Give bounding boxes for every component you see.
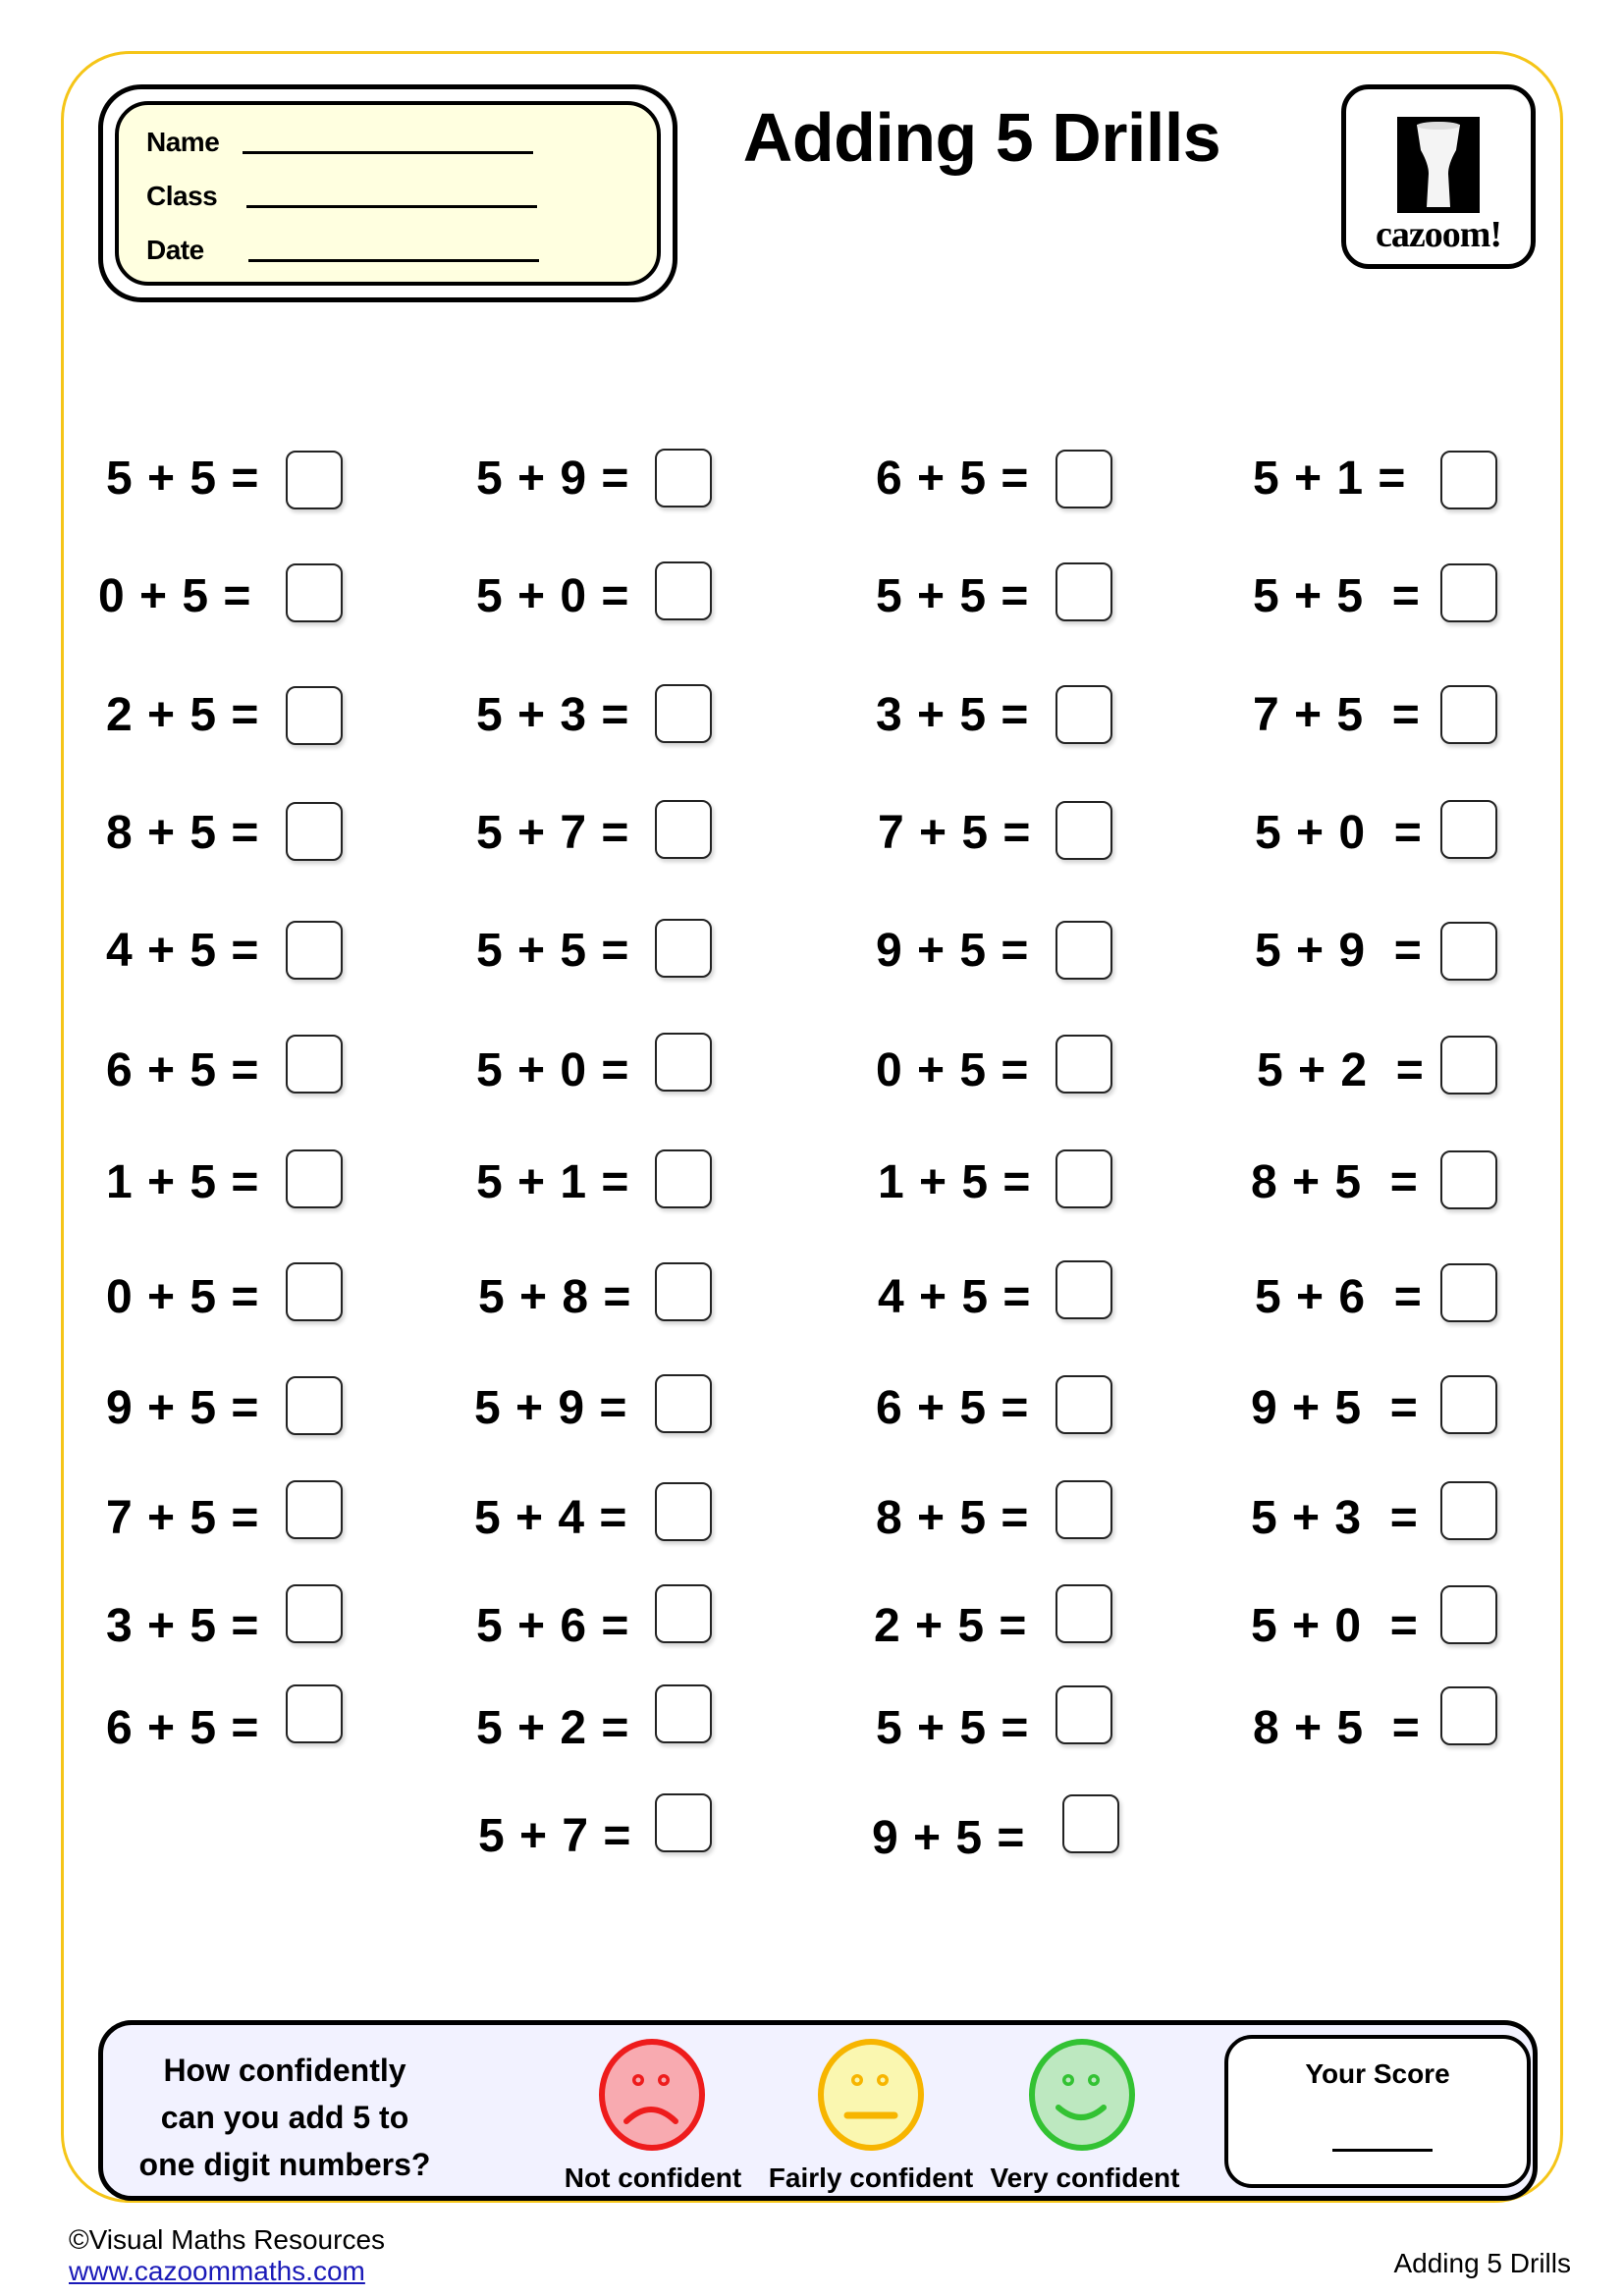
problem: 5 + 0 = [1255, 806, 1423, 859]
answer-box[interactable] [1440, 685, 1497, 744]
confidence-panel [98, 2020, 1538, 2201]
problem: 1 + 5 = [106, 1155, 260, 1208]
problem: 5 + 0 = [1251, 1599, 1419, 1652]
name-input-line[interactable] [243, 150, 533, 154]
happy-face-icon[interactable] [1029, 2039, 1135, 2151]
problem: 9 + 5 = [106, 1381, 260, 1434]
problem: 9 + 5 = [1251, 1381, 1419, 1434]
answer-box[interactable] [1440, 1585, 1497, 1644]
problem: 5 + 8 = [478, 1270, 632, 1323]
problem: 5 + 1 = [1253, 452, 1407, 505]
name-field-row [146, 127, 533, 158]
answer-box[interactable] [1440, 922, 1497, 981]
problem: 4 + 5 = [106, 924, 260, 977]
problem: 5 + 1 = [476, 1155, 630, 1208]
very-confident-label: Very confident [990, 2163, 1180, 2193]
neutral-face-icon[interactable] [818, 2039, 924, 2151]
cazoom-logo [1341, 84, 1536, 269]
answer-box[interactable] [1056, 921, 1112, 980]
answer-box[interactable] [286, 1035, 343, 1094]
problem: 2 + 5 = [106, 688, 260, 741]
confidence-question: How confidently can you add 5 to one digit numbers? [138, 2053, 431, 2182]
answer-box[interactable] [655, 1149, 712, 1208]
date-field-row [146, 235, 539, 266]
answer-box[interactable] [1440, 800, 1497, 859]
problem: 2 + 5 = [874, 1599, 1028, 1652]
answer-box[interactable] [286, 686, 343, 745]
answer-box[interactable] [1056, 1149, 1112, 1208]
problem: 5 + 5 = [876, 569, 1030, 622]
problem: 9 + 5 = [872, 1811, 1026, 1864]
answer-box[interactable] [286, 563, 343, 622]
answer-box[interactable] [1440, 563, 1497, 622]
class-input-line[interactable] [246, 204, 537, 208]
answer-box[interactable] [1056, 1685, 1112, 1744]
problem: 1 + 5 = [878, 1155, 1032, 1208]
problem: 7 + 5 = [878, 806, 1032, 859]
answer-box[interactable] [655, 684, 712, 743]
problem: 5 + 7 = [478, 1809, 632, 1862]
answer-box[interactable] [1440, 1686, 1497, 1745]
problem: 5 + 5 = [106, 452, 260, 505]
answer-box[interactable] [286, 451, 343, 509]
problem: 5 + 7 = [476, 806, 630, 859]
answer-box[interactable] [655, 1262, 712, 1321]
page-title: Adding 5 Drills [742, 99, 1221, 176]
answer-box[interactable] [286, 802, 343, 861]
problem: 6 + 5 = [876, 452, 1030, 505]
problem: 5 + 9 = [474, 1381, 628, 1434]
problem: 6 + 5 = [876, 1381, 1030, 1434]
answer-box[interactable] [1056, 450, 1112, 508]
answer-box[interactable] [286, 1684, 343, 1743]
problem: 8 + 5 = [876, 1491, 1030, 1544]
answer-box[interactable] [655, 1482, 712, 1541]
name-label: Name [146, 127, 220, 157]
problem: 6 + 5 = [106, 1043, 260, 1096]
answer-box[interactable] [655, 449, 712, 507]
problem: 5 + 9 = [1255, 924, 1423, 977]
problem: 8 + 5 = [1253, 1701, 1421, 1754]
problem: 0 + 5 = [98, 569, 252, 622]
problem: 5 + 2 = [476, 1701, 630, 1754]
answer-box[interactable] [1056, 801, 1112, 860]
djembe-drum-icon [1397, 117, 1480, 213]
class-label: Class [146, 181, 218, 211]
problem: 5 + 3 = [1251, 1491, 1419, 1544]
answer-box[interactable] [1440, 1375, 1497, 1434]
date-input-line[interactable] [248, 258, 539, 262]
problem: 5 + 6 = [1255, 1270, 1423, 1323]
problem: 7 + 5 = [106, 1491, 260, 1544]
answer-box[interactable] [1440, 1036, 1497, 1095]
student-info-box [98, 84, 677, 302]
fairly-confident-label: Fairly confident [768, 2163, 974, 2193]
answer-box[interactable] [655, 1793, 712, 1852]
website-link[interactable]: www.cazoommaths.com [69, 2256, 365, 2286]
problem: 5 + 0 = [476, 1043, 630, 1096]
problem: 5 + 5 = [476, 924, 630, 977]
problem: 9 + 5 = [876, 924, 1030, 977]
answer-box[interactable] [1056, 1375, 1112, 1434]
problem: 5 + 0 = [476, 569, 630, 622]
problem: 3 + 5 = [876, 688, 1030, 741]
answer-box[interactable] [286, 1149, 343, 1208]
answer-box[interactable] [1056, 1035, 1112, 1094]
answer-box[interactable] [1056, 1584, 1112, 1643]
answer-box[interactable] [1440, 1481, 1497, 1540]
not-confident-label: Not confident [564, 2163, 742, 2193]
answer-box[interactable] [1056, 1260, 1112, 1319]
answer-box[interactable] [1056, 685, 1112, 744]
answer-box[interactable] [286, 921, 343, 980]
problem: 3 + 5 = [106, 1599, 260, 1652]
answer-box[interactable] [655, 919, 712, 978]
problem: 0 + 5 = [876, 1043, 1030, 1096]
problem: 5 + 2 = [1257, 1043, 1425, 1096]
page-border [61, 51, 1563, 2203]
problem: 4 + 5 = [878, 1270, 1032, 1323]
answer-box[interactable] [286, 1480, 343, 1539]
answer-box[interactable] [655, 1033, 712, 1092]
problem: 0 + 5 = [106, 1270, 260, 1323]
score-input-line[interactable] [1332, 2149, 1433, 2152]
answer-box[interactable] [1440, 1150, 1497, 1209]
problem: 5 + 3 = [476, 688, 630, 741]
answer-box[interactable] [655, 1374, 712, 1433]
footer-page-title: Adding 5 Drills [1393, 2248, 1571, 2278]
sad-face-icon[interactable] [599, 2039, 705, 2151]
score-label: Your Score [1305, 2058, 1450, 2089]
problem: 5 + 9 = [476, 452, 630, 505]
answer-box[interactable] [1056, 562, 1112, 621]
problem: 6 + 5 = [106, 1701, 260, 1754]
problem: 8 + 5 = [1251, 1155, 1419, 1208]
score-box [1224, 2035, 1531, 2188]
answer-box[interactable] [286, 1584, 343, 1643]
answer-box[interactable] [1440, 451, 1497, 509]
answer-box[interactable] [655, 561, 712, 620]
answer-box[interactable] [286, 1376, 343, 1435]
answer-box[interactable] [1062, 1794, 1119, 1853]
answer-box[interactable] [1056, 1480, 1112, 1539]
date-label: Date [146, 235, 204, 265]
answer-box[interactable] [655, 1584, 712, 1643]
problem: 5 + 5 = [876, 1701, 1030, 1754]
logo-text: cazoom! [1375, 214, 1502, 255]
answer-box[interactable] [1440, 1263, 1497, 1322]
class-field-row [146, 181, 537, 212]
problem: 5 + 5 = [1253, 569, 1421, 622]
problem: 7 + 5 = [1253, 688, 1421, 741]
problem: 5 + 6 = [476, 1599, 630, 1652]
problem: 5 + 4 = [474, 1491, 628, 1544]
problem: 8 + 5 = [106, 806, 260, 859]
answer-box[interactable] [655, 800, 712, 859]
answer-box[interactable] [655, 1684, 712, 1743]
footer-credits [69, 2224, 385, 2287]
copyright-text: ©Visual Maths Resources [69, 2224, 386, 2255]
answer-box[interactable] [286, 1262, 343, 1321]
